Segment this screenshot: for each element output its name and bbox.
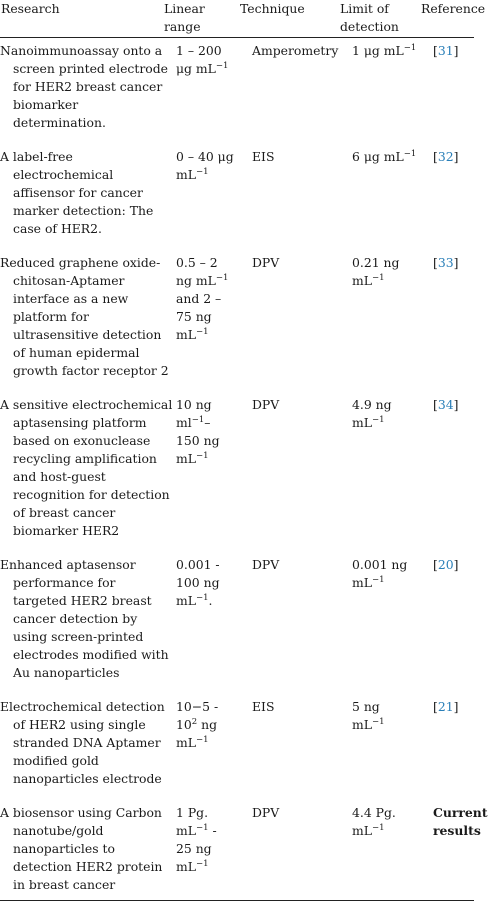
limit-of-detection-line — [352, 804, 431, 822]
linear-range-line — [176, 574, 251, 592]
linear-range-text: 10−5 - — [176, 699, 219, 714]
limit-of-detection-line — [352, 42, 431, 60]
header-research: Research — [1, 1, 60, 16]
limit-of-detection-text: 6 μg mL — [352, 149, 404, 164]
research-title: Reduced graphene oxide-chitosan-Aptamer interface as a new platform for ultrasensitive detection of human epidermal growth factor receptor 2 — [0, 255, 169, 378]
technique: DPV — [252, 255, 280, 270]
linear-range — [173, 254, 251, 380]
limit-of-detection-text: mL — [352, 717, 372, 732]
limit-of-detection-superscript: −1 — [371, 717, 385, 727]
reference — [431, 148, 474, 238]
linear-range-text: 0.5 – 2 — [176, 255, 218, 270]
linear-range-line — [176, 414, 251, 432]
linear-range-text: . — [208, 593, 213, 608]
linear-range-line — [176, 42, 251, 60]
linear-range-text: 10 ng — [176, 397, 212, 412]
linear-range-text: 150 ng — [176, 433, 220, 448]
reference-bracket-close: ] — [453, 397, 459, 412]
linear-range-text: 10 — [176, 717, 192, 732]
linear-range-text: and 2 – — [176, 291, 222, 306]
research-title: Enhanced aptasensor performance for targeted HER2 breast cancer detection by using screen-printed electrodes modified with Au nanoparticles — [0, 557, 169, 680]
research-title: Nanoimmunoassay onto a screen printed electrode for HER2 breast cancer biomarker determination. — [0, 43, 168, 130]
reference-bracket-open: [ — [433, 397, 438, 412]
technique: DPV — [252, 557, 280, 572]
reference-note: Current — [433, 805, 488, 820]
table-row — [0, 388, 474, 548]
limit-of-detection-line — [352, 254, 431, 272]
header-technique: Technique — [240, 1, 305, 16]
table-header — [0, 0, 486, 37]
reference — [431, 804, 488, 894]
limit-of-detection-line — [352, 822, 431, 840]
limit-of-detection — [350, 148, 431, 238]
linear-range-text: mL — [176, 823, 196, 838]
linear-range-text: mL — [176, 593, 196, 608]
limit-of-detection — [350, 556, 431, 682]
reference-bracket-close: ] — [453, 149, 459, 164]
limit-of-detection-superscript: −1 — [371, 823, 385, 833]
limit-of-detection-line — [352, 148, 431, 166]
linear-range-text: mL — [176, 735, 196, 750]
reference-bracket-close: ] — [453, 699, 459, 714]
linear-range-text: 75 ng — [176, 309, 212, 324]
linear-range-superscript: −1 — [191, 415, 205, 425]
research-title: A sensitive electrochemical aptasensing platform based on exonuclease recycling amplification and host-guest recognition for detection of breast cancer biomarker HER2 — [0, 397, 173, 538]
limit-of-detection-line — [352, 698, 431, 716]
linear-range-superscript: −1 — [195, 735, 209, 745]
limit-of-detection-line — [352, 272, 431, 290]
limit-of-detection — [350, 396, 431, 540]
research-title: A biosensor using Carbon nanotube/gold nanoparticles to detection HER2 protein in breast cancer — [0, 805, 163, 892]
technique: DPV — [252, 397, 280, 412]
technique: Amperometry — [252, 43, 339, 58]
limit-of-detection-line — [352, 716, 431, 734]
reference-link[interactable]: 20 — [437, 557, 454, 572]
linear-range-text: – — [204, 415, 211, 430]
table-row — [0, 140, 474, 246]
linear-range-text: ng — [197, 717, 218, 732]
limit-of-detection — [350, 42, 431, 132]
limit-of-detection-line — [352, 574, 431, 592]
linear-range — [173, 148, 251, 238]
limit-of-detection-line — [352, 414, 431, 432]
linear-range-superscript: −1 — [195, 593, 209, 603]
reference-link[interactable]: 21 — [437, 699, 454, 714]
linear-range-text: 0 – 40 μg — [176, 149, 234, 164]
table-row — [0, 246, 474, 388]
limit-of-detection-text: 1 μg mL — [352, 43, 404, 58]
linear-range-superscript: −1 — [195, 859, 209, 869]
linear-range-text: - — [208, 823, 217, 838]
limit-of-detection-line — [352, 556, 431, 574]
limit-of-detection — [350, 698, 431, 788]
linear-range-line — [176, 396, 251, 414]
reference-link[interactable]: 34 — [437, 397, 454, 412]
limit-of-detection-text: 0.21 ng — [352, 255, 400, 270]
limit-of-detection-text: 4.9 ng — [352, 397, 392, 412]
research-title: A label-free electrochemical affisensor for cancer marker detection: The case of HER2. — [0, 149, 154, 236]
linear-range — [173, 42, 251, 132]
reference-link[interactable]: 33 — [437, 255, 454, 270]
reference-bracket-open: [ — [433, 255, 438, 270]
linear-range-line — [176, 734, 251, 752]
linear-range-superscript: −1 — [195, 823, 209, 833]
table-body — [0, 38, 488, 901]
technique: EIS — [252, 699, 275, 714]
reference — [431, 556, 474, 682]
linear-range-line — [176, 450, 251, 468]
limit-of-detection-text: mL — [352, 823, 372, 838]
linear-range-line — [176, 592, 251, 610]
limit-of-detection — [350, 254, 431, 380]
linear-range-superscript: −1 — [215, 61, 229, 71]
linear-range-text: ml — [176, 415, 192, 430]
linear-range-line — [176, 840, 251, 858]
linear-range-line — [176, 698, 251, 716]
reference-link[interactable]: 31 — [437, 43, 454, 58]
table-row — [0, 548, 474, 690]
limit-of-detection-text: mL — [352, 575, 372, 590]
technique: EIS — [252, 149, 275, 164]
linear-range-text: 1 Pg. — [176, 805, 209, 820]
limit-of-detection-superscript: −1 — [403, 149, 417, 159]
reference-link[interactable]: 32 — [437, 149, 454, 164]
reference-note: results — [433, 823, 481, 838]
reference — [431, 42, 474, 132]
reference-bracket-open: [ — [433, 43, 438, 58]
linear-range-line — [176, 272, 251, 290]
linear-range-line — [176, 822, 251, 840]
linear-range-line — [176, 804, 251, 822]
limit-of-detection-text: mL — [352, 273, 372, 288]
linear-range-text: mL — [176, 451, 196, 466]
limit-of-detection-text: 0.001 ng — [352, 557, 408, 572]
linear-range-superscript: −1 — [195, 167, 209, 177]
reference-bracket-open: [ — [433, 557, 438, 572]
linear-range-text: μg mL — [176, 61, 216, 76]
limit-of-detection-text: mL — [352, 415, 372, 430]
header-limit-of-detection: Limit of detection — [340, 1, 399, 34]
linear-range — [173, 804, 251, 894]
linear-range-text: 25 ng — [176, 841, 212, 856]
reference — [431, 396, 474, 540]
linear-range-text: 0.001 - — [176, 557, 220, 572]
linear-range-line — [176, 432, 251, 450]
reference — [431, 254, 474, 380]
research-title: Electrochemical detection of HER2 using single stranded DNA Aptamer modified gold nanoparticles electrode — [0, 699, 165, 786]
linear-range-line — [176, 308, 251, 326]
limit-of-detection — [350, 804, 431, 894]
linear-range-text: mL — [176, 167, 196, 182]
reference-bracket-open: [ — [433, 699, 438, 714]
linear-range — [173, 556, 251, 682]
linear-range-text: ng mL — [176, 273, 216, 288]
limit-of-detection-superscript: −1 — [371, 415, 385, 425]
linear-range — [173, 396, 251, 540]
linear-range-text: mL — [176, 327, 196, 342]
header-reference: Reference — [421, 1, 486, 16]
reference-bracket-close: ] — [453, 255, 459, 270]
linear-range-superscript: −1 — [195, 451, 209, 461]
technique: DPV — [252, 805, 280, 820]
linear-range-line — [176, 326, 251, 344]
linear-range-line — [176, 148, 251, 166]
reference-bracket-close: ] — [453, 43, 459, 58]
linear-range — [173, 698, 251, 788]
linear-range-line — [176, 716, 251, 734]
linear-range-superscript: −1 — [195, 327, 209, 337]
linear-range-line — [176, 60, 251, 78]
limit-of-detection-superscript: −1 — [403, 43, 417, 53]
reference-bracket-close: ] — [453, 557, 459, 572]
table-row — [0, 796, 488, 900]
linear-range-line — [176, 858, 251, 876]
table-row — [0, 690, 474, 796]
linear-range-line — [176, 166, 251, 184]
limit-of-detection-superscript: −1 — [371, 273, 385, 283]
reference-bracket-open: [ — [433, 149, 438, 164]
limit-of-detection-text: 5 ng — [352, 699, 380, 714]
table-row — [0, 38, 474, 140]
linear-range-line — [176, 254, 251, 272]
linear-range-line — [176, 556, 251, 574]
reference — [431, 698, 474, 788]
linear-range-text: 1 – 200 — [176, 43, 222, 58]
linear-range-line — [176, 290, 251, 308]
limit-of-detection-text: 4.4 Pg. — [352, 805, 396, 820]
linear-range-text: mL — [176, 859, 196, 874]
limit-of-detection-superscript: −1 — [371, 575, 385, 585]
linear-range-superscript: −1 — [215, 273, 229, 283]
header-linear-range: Linear range — [164, 1, 205, 34]
linear-range-text: 100 ng — [176, 575, 220, 590]
linear-range-superscript: 2 — [191, 717, 198, 727]
limit-of-detection-line — [352, 396, 431, 414]
